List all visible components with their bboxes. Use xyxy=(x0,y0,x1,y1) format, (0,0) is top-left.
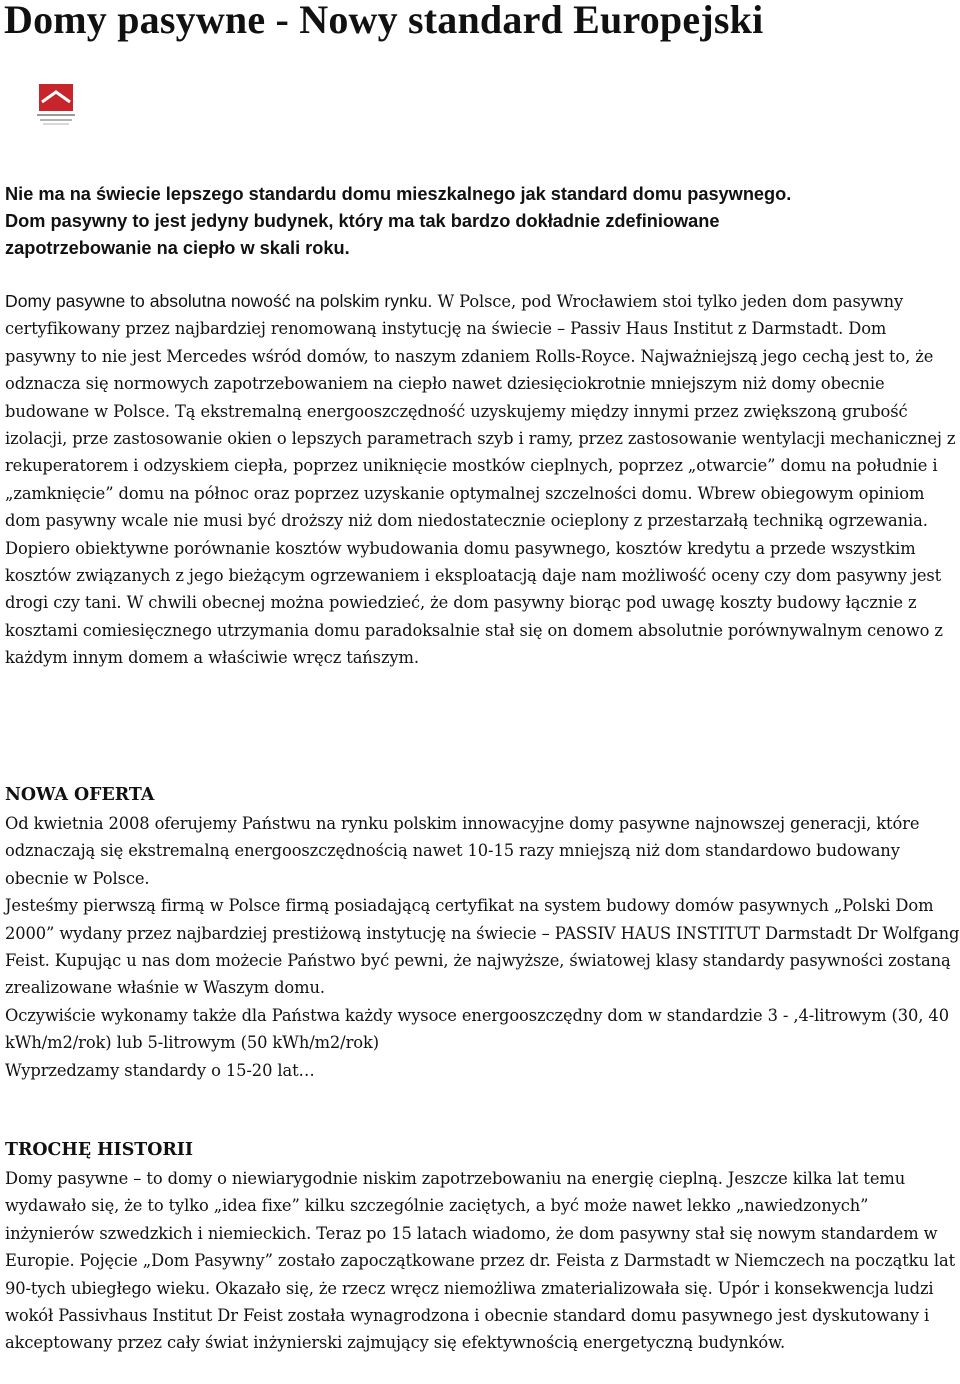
intro-line: Dom pasywny to jest jedyny budynek, który ma tak bardzo dokładnie zdefiniowane xyxy=(5,211,720,232)
section-heading-nowa-oferta: NOWA OFERTA xyxy=(5,785,155,805)
paragraph-lead: Domy pasywne to absolutna nowość na polskim rynku. xyxy=(5,291,433,311)
section-troche-historii: Domy pasywne – to domy o niewiarygodnie niskim zapotrzebowaniu na energię cieplną. Jeszcze kilka lat temu wydawało się, że to tylko „idea fixe” kilku szczególnie zaciętych, a być może nawet lekko „nawiedzonych” inżynierów szwedzkich i niemieckich. Teraz po 15 latach wiadomo, że dom pasywny stał się nowym standardem w Europie. Pojęcie „Dom Pasywny” zostało zapoczątkowane przez dr. Feista z Darmstadt w Niemczech na początku lat 90-tych ubiegłego wieku. Okazało się, że rzecz wręcz niemożliwa zmaterializowała się. Upór i konsekwencja ludzi wokół Passivhaus Institut Dr Feist została wynagrodzona i obecnie standard domu pasywnego jest dyskutowany i akceptowany przez cały świat inżynierski zajmujący się efektywnością energetyczną budynków. xyxy=(5,1169,956,1353)
section-heading-troche-historii: TROCHĘ HISTORII xyxy=(5,1140,194,1160)
oferta-paragraph: Wyprzedzamy standardy o 15-20 lat… xyxy=(5,1060,315,1080)
intro-line: Nie ma na świecie lepszego standardu domu mieszkalnego jak standard domu pasywnego. xyxy=(5,184,792,204)
main-paragraph xyxy=(5,288,960,672)
oferta-paragraph: Jesteśmy pierwszą firmą w Polsce firmą posiadającą certyfikat na system budowy domów pasywnych „Polski Dom 2000” wydany przez najbardziej prestiżową instytucję na świecie – PASSIV HAUS INSTITUT Darmstadt Dr Wolfgang Feist. Kupując u nas dom możecie Państwo być pewni, że najwyższe, światowej klasy standardy pasywności zostaną zrealizowane właśnie w Waszym domu. xyxy=(5,896,960,998)
paragraph-body: W Polsce, pod Wrocławiem stoi tylko jeden dom pasywny certyfikowany przez najbardziej renomowaną instytucję na świecie – Passiv Haus Institut z Darmstadt. Dom pasywny to nie jest Mercedes wśród domów, to naszym zdaniem Rolls-Royce. Najważniejszą jego cechą jest to, że odznacza się normowych zapotrzebowaniem na ciepło nawet dziesięciokrotnie mniejszym niż domy obecnie budowane w Polsce. Tą ekstremalną energooszczędność uzyskujemy między innymi przez zwiększoną grubość izolacji, prze zastosowanie okien o lepszych parametrach szyb i ramy, przez zastosowanie wentylacji mechanicznej z rekuperatorem i odzyskiem ciepła, poprzez uniknięcie mostków cieplnych, poprzez „otwarcie” domu na południe i „zamknięcie” domu na północ oraz poprzez uzyskanie optymalnej szczelności domu. Wbrew obiegowym opiniom dom pasywny wcale nie musi być droższy niż dom niedostatecznie ocieplony z przestarzałą techniką ogrzewania. Dopiero obiektywne porównanie kosztów wybudowania domu pasywnego, kosztów kredytu a przede wszystkim kosztów związanych z jego bieżącym ogrzewaniem i eksploatacją daje nam możliwość oceny czy dom pasywny jest drogi czy tani. W chwili obecnej można powiedzieć, że dom pasywny biorąc pod uwagę koszty budowy łącznie z kosztami comiesięcznego utrzymania domu paradoksalnie stał się on domem absolutnie porównywalnym cenowo z każdym innym domem a właściwie wręcz tańszym. xyxy=(5,292,956,668)
oferta-paragraph: Od kwietnia 2008 oferujemy Państwu na rynku polskim innowacyjne domy pasywne najnowszej generacji, które odznaczają się ekstremalną energooszczędnością nawet 10-15 razy mniejszą niż dom standardowo budowany obecnie w Polsce. xyxy=(5,814,920,888)
intro-line: zapotrzebowanie na ciepło w skali roku. xyxy=(5,238,350,259)
page-title: Domy pasywne - Nowy standard Europejski xyxy=(4,0,764,42)
intro-statement xyxy=(5,181,960,263)
oferta-paragraph: Oczywiście wykonamy także dla Państwa każdy wysoce energooszczędny dom w standardzie 3 - ,4-litrowym (30, 40 kWh/m2/rok) lub 5-litrowym (50 kWh/m2/rok) xyxy=(5,1005,949,1053)
house-logo-icon xyxy=(33,80,79,130)
section-nowa-oferta xyxy=(5,810,960,1084)
